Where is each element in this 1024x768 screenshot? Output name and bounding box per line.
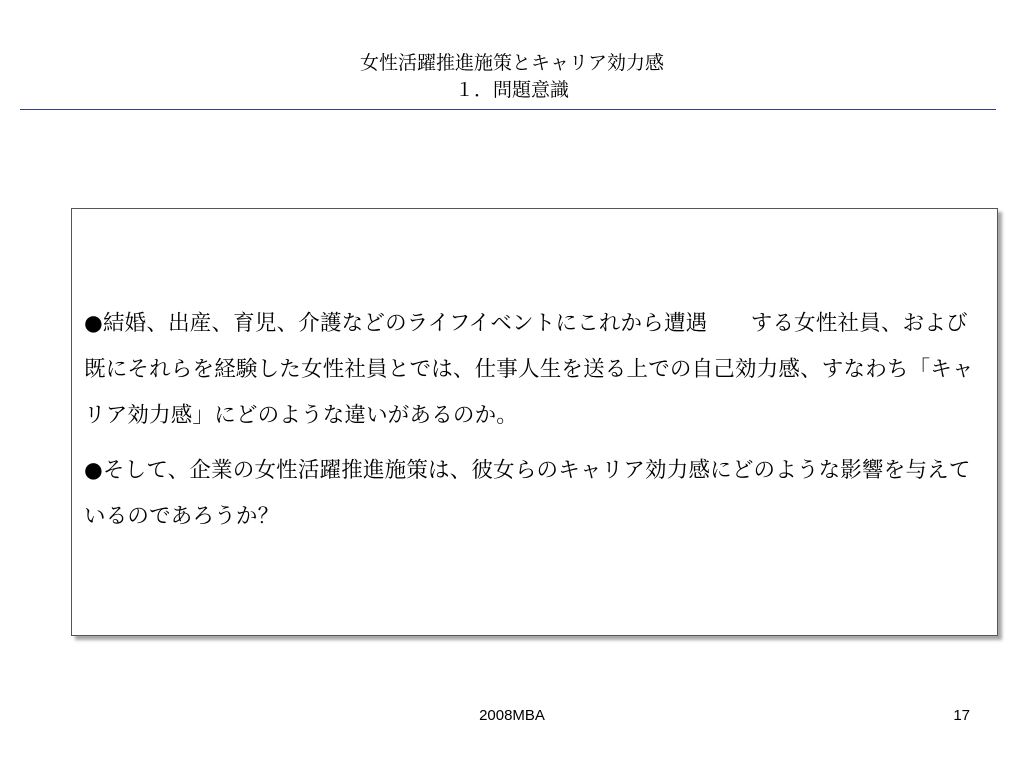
slide-title: 女性活躍推進施策とキャリア効力感: [359, 52, 664, 74]
title-divider: [20, 109, 996, 110]
content-box: [71, 208, 998, 636]
bullet-text-2: そして、企業の女性活躍推進施策は、彼女らのキャリア効力感にどのような影響を与えているのであろうか？: [84, 458, 971, 529]
bullet-item-1: [84, 301, 984, 439]
slide-subtitle: １．問題意識: [454, 79, 569, 101]
bullet-item-2: [84, 448, 984, 540]
bullet-icon: ●: [84, 311, 103, 336]
slide-header: [0, 50, 1024, 104]
bullet-icon: ●: [84, 458, 103, 483]
footer-label: 2008MBA: [479, 707, 545, 724]
bullet-list: [84, 301, 984, 549]
bullet-text-1: 結婚、出産、育児、介護などのライフイベントにこれから遭遇 する女性社員、および既にそれらを経験した女性社員とでは、仕事人生を送る上での自己効力感、すなわち「キャリア効力感」にどのような違いがあるのか。: [84, 311, 974, 428]
page-number: 17: [953, 707, 970, 724]
